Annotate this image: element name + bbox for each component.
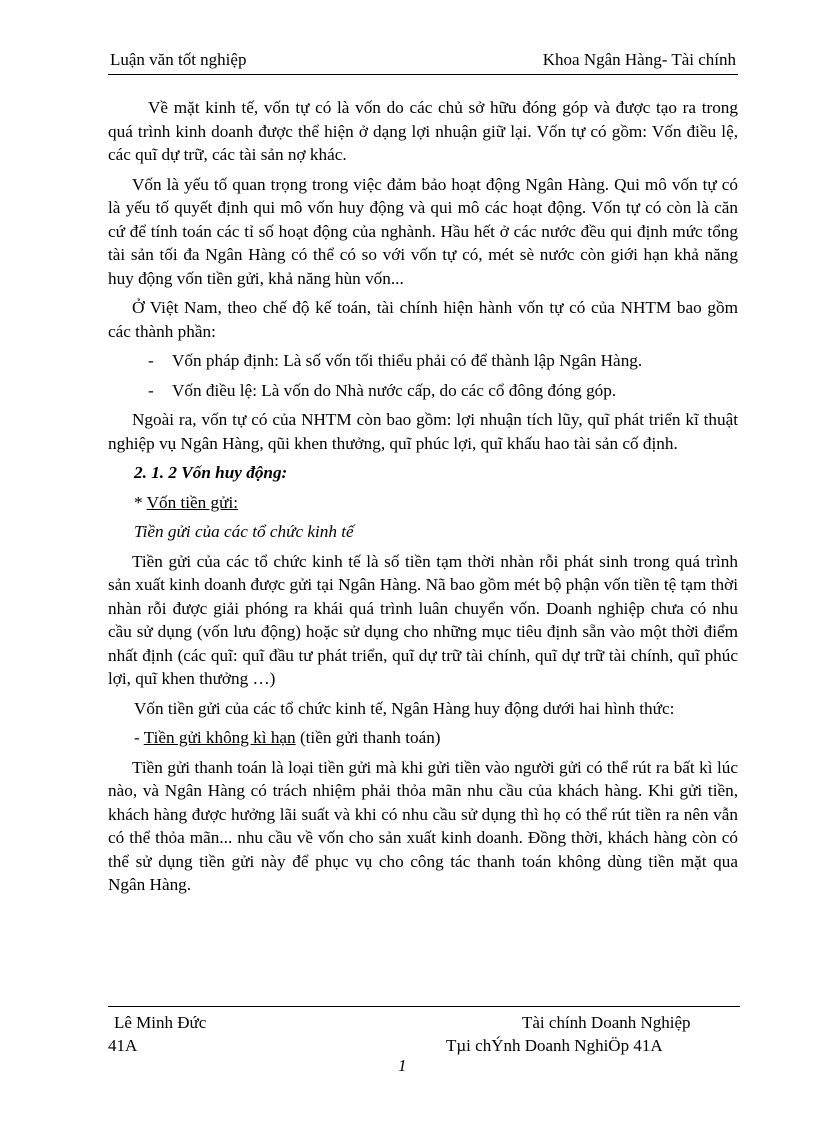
list-item: [108, 379, 738, 403]
page-header: [108, 48, 738, 75]
header-left-title: Luận văn tốt nghiệp: [110, 50, 247, 69]
footer-department: Tài chính Doanh Nghiệp: [522, 1013, 691, 1032]
paragraph-own-capital-economics: Về mặt kinh tế, vốn tự có là vốn do các chủ sở hữu đóng góp và được tạo ra trong quá trình kinh doanh được thể hiện ở dạng lợi nhuận giữ lại. Vốn tự có gồm: Vốn điều lệ, các quĩ dự trữ, các tài sản nợ khác.: [108, 98, 738, 164]
footer-class: 41A: [108, 1036, 138, 1055]
footer-divider: [108, 1006, 740, 1007]
subsection-label: Vốn tiền gửi:: [146, 492, 239, 512]
bullet-dash: -: [148, 380, 154, 400]
footer-author-name: Lê Minh Đức: [114, 1013, 207, 1032]
italic-subheading: Tiền gửi của các tổ chức kinh tế: [134, 522, 354, 541]
list-item-text: Vốn điều lệ: Là vốn do Nhà nước cấp, do các cổ đông đóng góp.: [172, 380, 617, 400]
page-number: 1: [398, 1056, 407, 1075]
page-body: [108, 96, 738, 903]
paragraph-additional-components: Ngoài ra, vốn tự có của NHTM còn bao gồm: lợi nhuận tích lũy, quĩ phát triển kĩ thuật nghiệp vụ Ngân Hàng, qũi khen thưởng, quĩ phúc lợi, quĩ khấu hao tài sản cố định.: [108, 410, 738, 453]
bullet-dash: -: [148, 351, 154, 370]
list-item: [108, 349, 738, 373]
dash-item-demand-deposit: [134, 726, 738, 750]
section-heading: 2. 1. 2 Vốn huy động:: [134, 463, 288, 482]
paragraph-vietnam-components: Ở Việt Nam, theo chế độ kế toán, tài chính hiện hành vốn tự có của NHTM bao gồm các thành phần:: [108, 298, 738, 341]
star-marker: *: [134, 492, 147, 512]
header-right-title: Khoa Ngân Hàng- Tài chính: [542, 50, 736, 69]
paragraph-capital-importance: Vốn là yếu tố quan trọng trong việc đảm bảo hoạt động Ngân Hàng. Qui mô vốn tự có là yếu tố quyết định qui mô vốn huy động và qui mô các hoạt động. Vốn tự có còn là căn cứ để tính toán các tỉ số hoạt động của nghành. Hầu hết ở các nước đều qui định mức tổng tài sản tối đa Ngân Hàng có thể có so với vốn tự có, mét sè nước còn giới hạn khả năng huy động vốn tiền gửi, khả năng hùn vốn...: [108, 174, 738, 288]
paragraph-organization-deposits: Tiền gửi của các tổ chức kinh tế là số tiền tạm thời nhàn rỗi phát sinh trong quá trình sản xuất kinh doanh được gửi tại Ngân Hàng. Nã bao gồm mét bộ phận vốn tiền tệ tạm thời nhàn rỗi được giải phóng ra khái quá trình luân chuyển vốn. Doanh nghiệp chưa có nhu cầu sử dụng (vốn lưu động) hoặc sử dụng cho những mục tiêu định sẵn vào một thời điểm nhất định (các quĩ: quĩ đầu tư phát triển, quĩ dự trữ tài chính, quĩ dự trữ tài chính, quĩ phúc lợi, quĩ khen thưởng …): [108, 551, 738, 688]
paragraph-two-forms: Vốn tiền gửi của các tổ chức kinh tế, Ngân Hàng huy động dưới hai hình thức:: [134, 698, 675, 718]
paragraph-payment-deposit: Tiền gửi thanh toán là loại tiền gửi mà khi gửi tiền vào người gửi có thể rút ra bất kì lúc nào, và Ngân Hàng có trách nhiệm phải thỏa mãn nhu cầu của khách hàng. Khi gửi tiền, khách hàng được hưởng lãi suất và khi có nhu cầu sử dụng thì họ có thể rút tiền ra nên vẫn có thể thỏa mãn... nhu cầu về vốn cho sản xuất kinh doanh. Đồng thời, khách hàng còn có thể sử dụng tiền gửi này để phục vụ cho công tác thanh toán không dùng tiền mặt qua Ngân Hàng.: [108, 757, 738, 894]
demand-deposit-note: (tiền gửi thanh toán): [295, 728, 441, 747]
demand-deposit-label: Tiền gửi không kì hạn: [143, 728, 296, 747]
subsection-heading: [134, 491, 738, 515]
footer-garbled-department: Tµi chÝnh Doanh NghiÖp 41A: [446, 1036, 663, 1055]
dash-prefix: -: [134, 728, 144, 747]
list-item-text: Vốn pháp định: Là số vốn tối thiểu phải có để thành lập Ngân Hàng.: [172, 351, 643, 370]
